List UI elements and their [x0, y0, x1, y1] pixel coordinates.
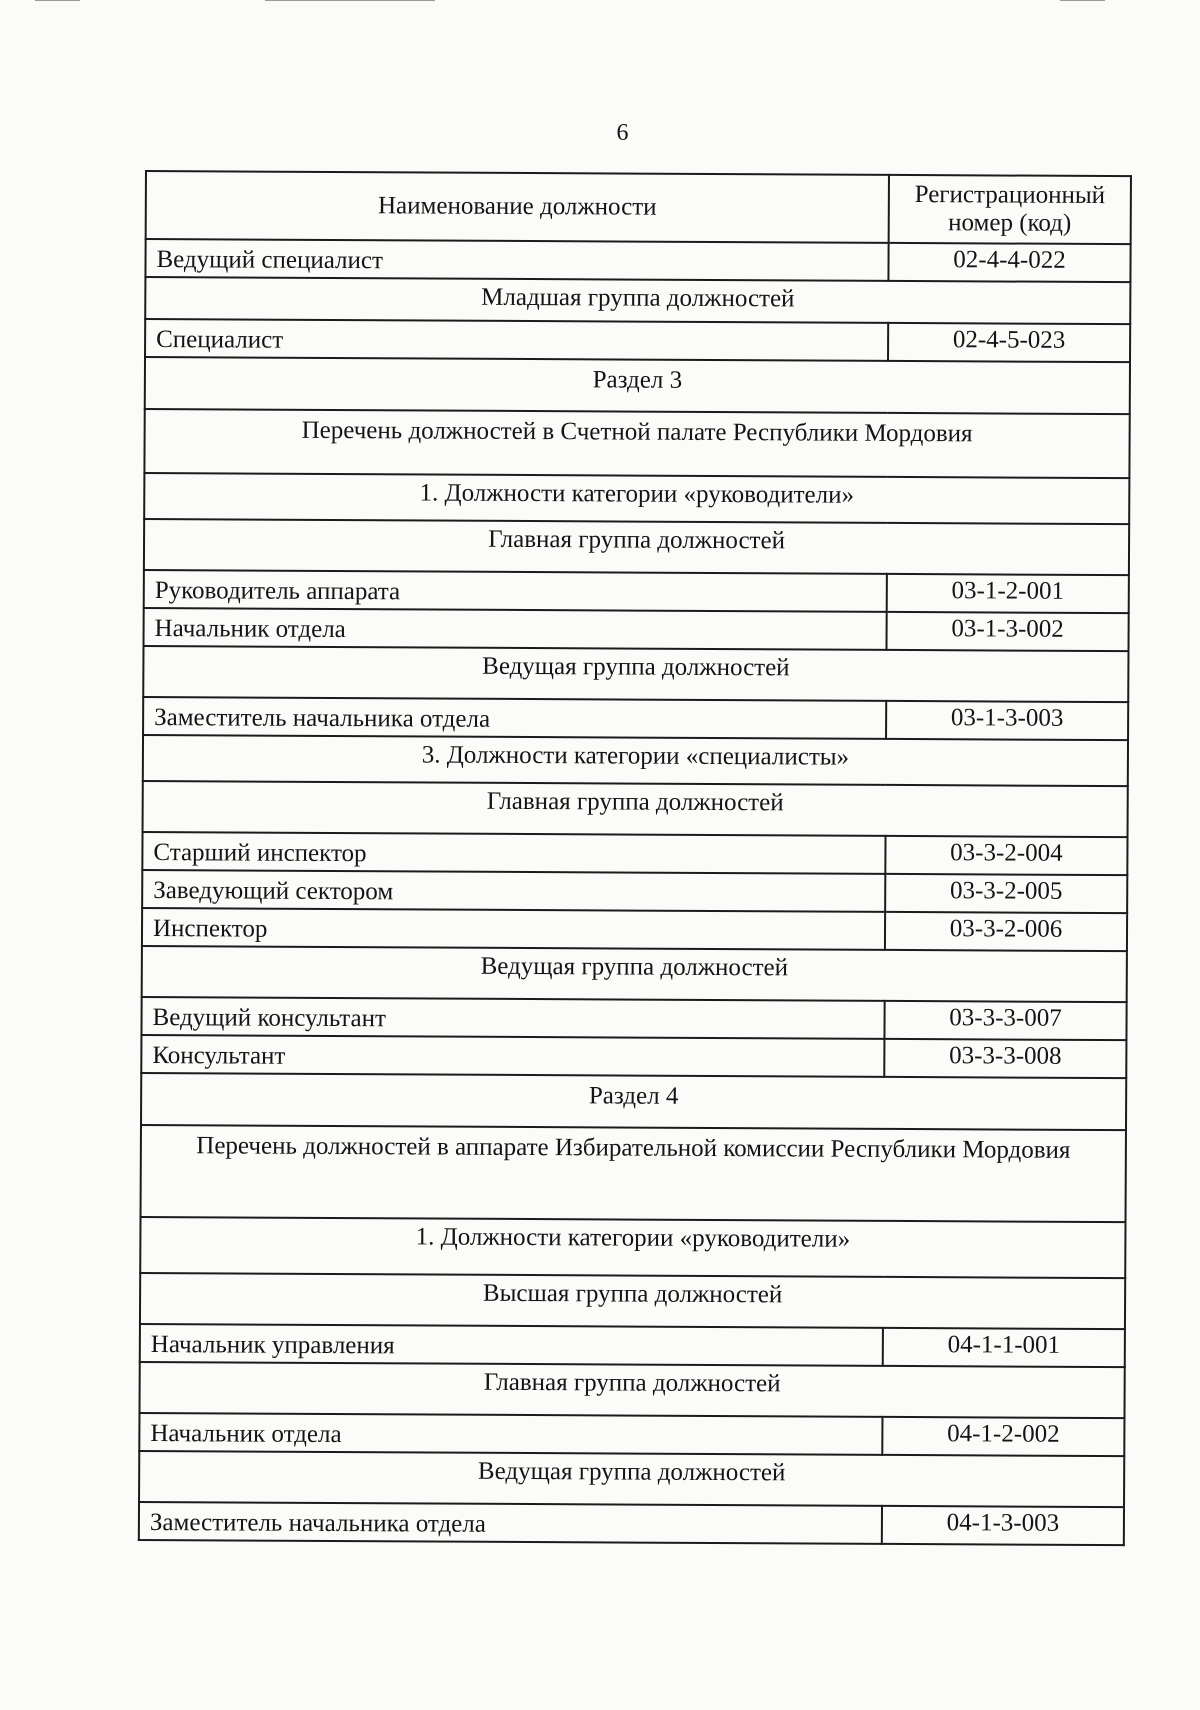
group-heading-row	[139, 1451, 1124, 1507]
group-heading-row	[140, 1273, 1125, 1329]
category-heading-row	[140, 1217, 1125, 1278]
section-heading-row	[141, 1073, 1126, 1130]
group-heading: Ведущая группа должностей	[143, 646, 1128, 702]
position-code: 02-4-4-022	[888, 243, 1130, 282]
category-heading-row	[144, 473, 1129, 524]
position-row	[143, 697, 1128, 740]
position-code: 04-1-3-003	[882, 1506, 1124, 1545]
position-row	[145, 319, 1130, 362]
group-heading: Ведущая группа должностей	[139, 1451, 1124, 1507]
code-column-header: Регистрационный номер (код)	[889, 175, 1131, 244]
position-name: Инспектор	[142, 908, 885, 950]
positions-table	[138, 170, 1132, 1546]
position-name: Начальник отдела	[139, 1413, 882, 1455]
group-heading-row	[142, 946, 1127, 1002]
position-name: Начальник отдела	[144, 608, 887, 650]
position-row	[142, 832, 1127, 875]
table-header-row	[146, 171, 1131, 244]
position-code: 03-3-2-005	[885, 874, 1127, 913]
position-row	[139, 1502, 1124, 1545]
position-row	[144, 608, 1129, 651]
position-name: Руководитель аппарата	[144, 570, 887, 612]
position-code: 03-3-2-006	[885, 912, 1127, 951]
category-heading: 3. Должности категории «специалисты»	[143, 735, 1128, 786]
group-heading: Высшая группа должностей	[140, 1273, 1125, 1329]
position-row	[142, 908, 1127, 951]
list-title-row	[141, 1125, 1126, 1222]
group-heading: Младшая группа должностей	[145, 277, 1130, 324]
position-row	[139, 1413, 1124, 1456]
list-title-row	[144, 409, 1129, 478]
group-heading-row	[145, 277, 1130, 324]
position-row	[145, 239, 1130, 282]
position-name: Заместитель начальника отдела	[143, 697, 886, 739]
section-heading-row	[145, 357, 1130, 414]
position-code: 03-1-2-001	[887, 574, 1129, 613]
list-title: Перечень должностей в Счетной палате Республики Мордовия	[144, 409, 1129, 478]
group-heading-row	[143, 646, 1128, 702]
position-name: Заведующий сектором	[142, 870, 885, 912]
position-name: Ведущий консультант	[141, 997, 884, 1039]
group-heading-row	[143, 781, 1128, 837]
position-row	[142, 870, 1127, 913]
position-name: Заместитель начальника отдела	[139, 1502, 882, 1544]
position-code: 02-4-5-023	[888, 323, 1130, 362]
category-heading: 1. Должности категории «руководители»	[144, 473, 1129, 524]
group-heading: Главная группа должностей	[139, 1362, 1124, 1418]
position-name: Старший инспектор	[142, 832, 885, 874]
scan-edge-line	[35, 0, 80, 1]
scan-edge-line	[1060, 0, 1105, 1]
position-code: 03-3-3-008	[884, 1039, 1126, 1078]
group-heading: Главная группа должностей	[144, 519, 1129, 575]
category-heading: 1. Должности категории «руководители»	[140, 1217, 1125, 1278]
group-heading-row	[139, 1362, 1124, 1418]
position-code: 04-1-1-001	[883, 1328, 1125, 1367]
position-name: Специалист	[145, 319, 888, 361]
position-name: Начальник управления	[140, 1324, 883, 1366]
position-name: Консультант	[141, 1035, 884, 1077]
position-row	[141, 997, 1126, 1040]
position-code: 03-1-3-003	[886, 701, 1128, 740]
position-code: 03-1-3-002	[886, 612, 1128, 651]
position-row	[140, 1324, 1125, 1367]
page-number: 6	[616, 120, 629, 146]
position-row	[144, 570, 1129, 613]
position-code: 03-3-3-007	[884, 1001, 1126, 1040]
category-heading-row	[143, 735, 1128, 786]
position-code: 03-3-2-004	[885, 836, 1127, 875]
group-heading: Главная группа должностей	[143, 781, 1128, 837]
name-column-header: Наименование должности	[146, 171, 889, 243]
position-row	[141, 1035, 1126, 1078]
scan-edge-line	[265, 0, 435, 1]
section-heading: Раздел 3	[145, 357, 1130, 414]
section-heading: Раздел 4	[141, 1073, 1126, 1130]
position-name: Ведущий специалист	[145, 239, 888, 281]
position-code: 04-1-2-002	[882, 1417, 1124, 1456]
list-title: Перечень должностей в аппарате Избирательной комиссии Республики Мордовия	[141, 1125, 1126, 1222]
group-heading-row	[144, 519, 1129, 575]
group-heading: Ведущая группа должностей	[142, 946, 1127, 1002]
